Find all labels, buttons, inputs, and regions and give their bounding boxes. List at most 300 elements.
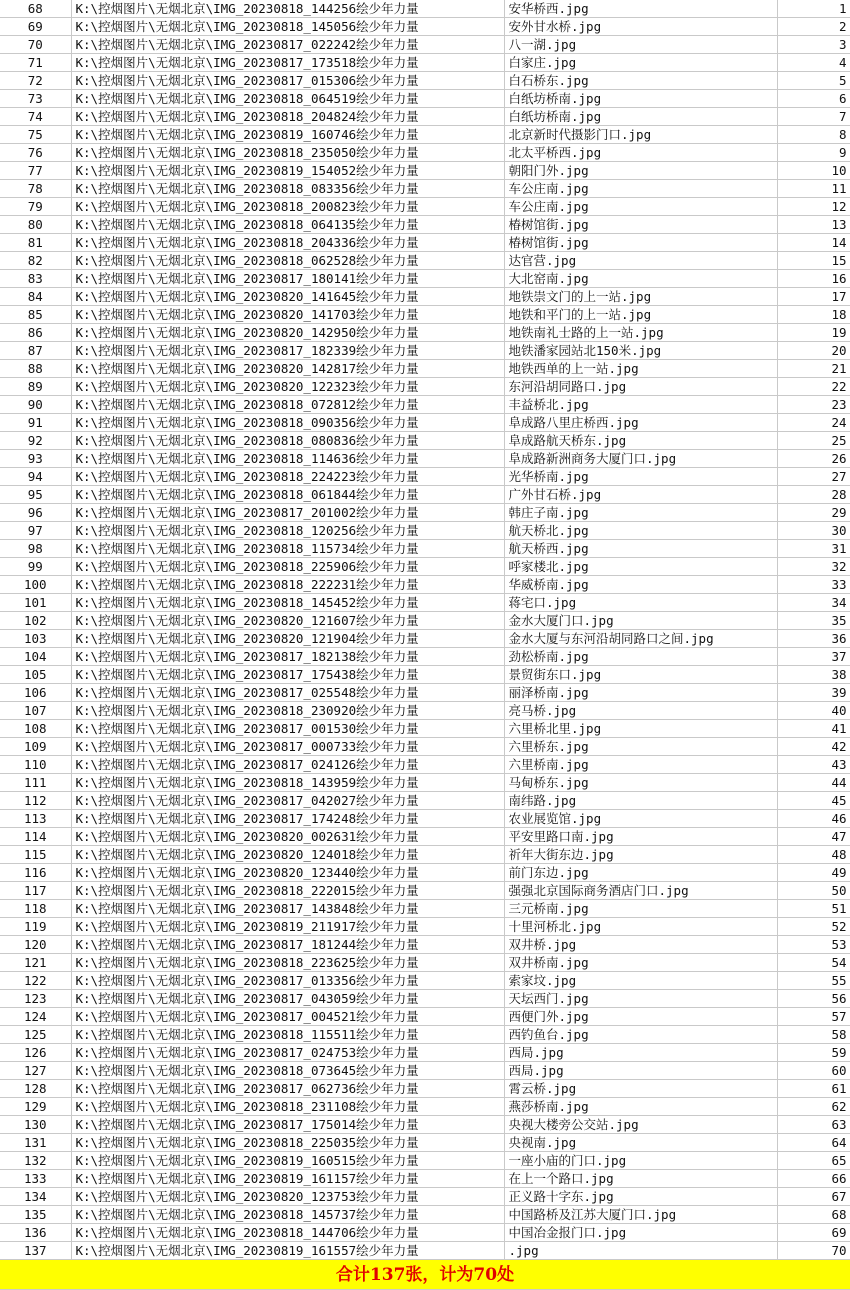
index-cell[interactable]: 56 — [777, 990, 850, 1008]
index-cell[interactable]: 58 — [777, 1026, 850, 1044]
path-cell[interactable]: K:\控烟图片\无烟北京\IMG_20230817_180141绘少年力量 — [71, 270, 504, 288]
filename-cell[interactable]: 北太平桥西.jpg — [504, 144, 777, 162]
path-cell[interactable]: K:\控烟图片\无烟北京\IMG_20230818_222015绘少年力量 — [71, 882, 504, 900]
index-cell[interactable]: 63 — [777, 1116, 850, 1134]
filename-cell[interactable]: 地铁西单的上一站.jpg — [504, 360, 777, 378]
row-number-cell[interactable]: 96 — [0, 504, 71, 522]
path-cell[interactable]: K:\控烟图片\无烟北京\IMG_20230818_204336绘少年力量 — [71, 234, 504, 252]
index-cell[interactable]: 55 — [777, 972, 850, 990]
filename-cell[interactable]: 霄云桥.jpg — [504, 1080, 777, 1098]
row-number-cell[interactable]: 72 — [0, 72, 71, 90]
filename-cell[interactable]: 航天桥北.jpg — [504, 522, 777, 540]
index-cell[interactable]: 60 — [777, 1062, 850, 1080]
filename-cell[interactable]: 中国冶金报门口.jpg — [504, 1224, 777, 1242]
table-row — [0, 756, 850, 774]
filename-cell[interactable]: 西局.jpg — [504, 1062, 777, 1080]
row-number-cell[interactable]: 108 — [0, 720, 71, 738]
index-cell[interactable]: 48 — [777, 846, 850, 864]
index-cell[interactable]: 27 — [777, 468, 850, 486]
index-cell[interactable]: 22 — [777, 378, 850, 396]
index-cell[interactable]: 20 — [777, 342, 850, 360]
filename-cell[interactable]: 景贸街东口.jpg — [504, 666, 777, 684]
index-cell[interactable]: 46 — [777, 810, 850, 828]
row-number-cell[interactable]: 125 — [0, 1026, 71, 1044]
filename-cell[interactable]: 丰益桥北.jpg — [504, 396, 777, 414]
path-cell[interactable]: K:\控烟图片\无烟北京\IMG_20230817_174248绘少年力量 — [71, 810, 504, 828]
path-cell[interactable]: K:\控烟图片\无烟北京\IMG_20230819_160746绘少年力量 — [71, 126, 504, 144]
row-number-cell[interactable]: 80 — [0, 216, 71, 234]
row-number-cell[interactable]: 116 — [0, 864, 71, 882]
path-cell[interactable]: K:\控烟图片\无烟北京\IMG_20230817_173518绘少年力量 — [71, 54, 504, 72]
filename-cell[interactable]: 八一湖.jpg — [504, 36, 777, 54]
path-cell[interactable]: K:\控烟图片\无烟北京\IMG_20230820_141645绘少年力量 — [71, 288, 504, 306]
filename-cell[interactable]: 西钓鱼台.jpg — [504, 1026, 777, 1044]
row-number-cell[interactable]: 69 — [0, 18, 71, 36]
filename-cell[interactable]: 农业展览馆.jpg — [504, 810, 777, 828]
filename-cell[interactable]: 一座小庙的门口.jpg — [504, 1152, 777, 1170]
index-cell[interactable]: 53 — [777, 936, 850, 954]
path-cell[interactable]: K:\控烟图片\无烟北京\IMG_20230817_062736绘少年力量 — [71, 1080, 504, 1098]
path-cell[interactable]: K:\控烟图片\无烟北京\IMG_20230819_154052绘少年力量 — [71, 162, 504, 180]
row-number-cell[interactable]: 107 — [0, 702, 71, 720]
index-cell[interactable]: 1 — [777, 0, 850, 18]
row-number-cell[interactable]: 70 — [0, 36, 71, 54]
filename-cell[interactable]: 白纸坊桥南.jpg — [504, 90, 777, 108]
path-cell[interactable]: K:\控烟图片\无烟北京\IMG_20230818_064135绘少年力量 — [71, 216, 504, 234]
filename-cell[interactable]: 车公庄南.jpg — [504, 198, 777, 216]
path-cell[interactable]: K:\控烟图片\无烟北京\IMG_20230818_144706绘少年力量 — [71, 1224, 504, 1242]
path-cell[interactable]: K:\控烟图片\无烟北京\IMG_20230817_175014绘少年力量 — [71, 1116, 504, 1134]
index-cell[interactable]: 14 — [777, 234, 850, 252]
index-cell[interactable]: 54 — [777, 954, 850, 972]
path-cell[interactable]: K:\控烟图片\无烟北京\IMG_20230817_015306绘少年力量 — [71, 72, 504, 90]
index-cell[interactable]: 36 — [777, 630, 850, 648]
row-number-cell[interactable]: 123 — [0, 990, 71, 1008]
path-cell[interactable]: K:\控烟图片\无烟北京\IMG_20230818_225906绘少年力量 — [71, 558, 504, 576]
path-cell[interactable]: K:\控烟图片\无烟北京\IMG_20230818_145056绘少年力量 — [71, 18, 504, 36]
index-cell[interactable]: 23 — [777, 396, 850, 414]
index-cell[interactable]: 40 — [777, 702, 850, 720]
filename-cell[interactable]: 地铁和平门的上一站.jpg — [504, 306, 777, 324]
filename-cell[interactable]: 地铁南礼士路的上一站.jpg — [504, 324, 777, 342]
path-cell[interactable]: K:\控烟图片\无烟北京\IMG_20230820_121904绘少年力量 — [71, 630, 504, 648]
path-cell[interactable]: K:\控烟图片\无烟北京\IMG_20230817_182339绘少年力量 — [71, 342, 504, 360]
index-cell[interactable]: 70 — [777, 1242, 850, 1260]
path-cell[interactable]: K:\控烟图片\无烟北京\IMG_20230817_042027绘少年力量 — [71, 792, 504, 810]
path-cell[interactable]: K:\控烟图片\无烟北京\IMG_20230818_114636绘少年力量 — [71, 450, 504, 468]
path-cell[interactable]: K:\控烟图片\无烟北京\IMG_20230818_120256绘少年力量 — [71, 522, 504, 540]
row-number-cell[interactable]: 81 — [0, 234, 71, 252]
path-cell[interactable]: K:\控烟图片\无烟北京\IMG_20230819_211917绘少年力量 — [71, 918, 504, 936]
index-cell[interactable]: 32 — [777, 558, 850, 576]
row-number-cell[interactable]: 101 — [0, 594, 71, 612]
path-cell[interactable]: K:\控烟图片\无烟北京\IMG_20230817_022242绘少年力量 — [71, 36, 504, 54]
index-cell[interactable]: 34 — [777, 594, 850, 612]
index-cell[interactable]: 49 — [777, 864, 850, 882]
row-number-cell[interactable]: 114 — [0, 828, 71, 846]
row-number-cell[interactable]: 100 — [0, 576, 71, 594]
row-number-cell[interactable]: 117 — [0, 882, 71, 900]
row-number-cell[interactable]: 106 — [0, 684, 71, 702]
filename-cell[interactable]: 朝阳门外.jpg — [504, 162, 777, 180]
row-number-cell[interactable]: 68 — [0, 0, 71, 18]
filename-cell[interactable]: 索家坟.jpg — [504, 972, 777, 990]
path-cell[interactable]: K:\控烟图片\无烟北京\IMG_20230818_115511绘少年力量 — [71, 1026, 504, 1044]
filename-cell[interactable]: 六里桥北里.jpg — [504, 720, 777, 738]
filename-cell[interactable]: 大北窑南.jpg — [504, 270, 777, 288]
filename-cell[interactable]: 央视南.jpg — [504, 1134, 777, 1152]
path-cell[interactable]: K:\控烟图片\无烟北京\IMG_20230818_090356绘少年力量 — [71, 414, 504, 432]
row-number-cell[interactable]: 127 — [0, 1062, 71, 1080]
path-cell[interactable]: K:\控烟图片\无烟北京\IMG_20230818_061844绘少年力量 — [71, 486, 504, 504]
path-cell[interactable]: K:\控烟图片\无烟北京\IMG_20230818_083356绘少年力量 — [71, 180, 504, 198]
table-row — [0, 738, 850, 756]
filename-cell[interactable]: 蒋宅口.jpg — [504, 594, 777, 612]
path-cell[interactable]: K:\控烟图片\无烟北京\IMG_20230820_002631绘少年力量 — [71, 828, 504, 846]
table-row — [0, 36, 850, 54]
filename-cell[interactable]: 广外甘石桥.jpg — [504, 486, 777, 504]
filename-cell[interactable]: 东河沿胡同路口.jpg — [504, 378, 777, 396]
index-cell[interactable]: 66 — [777, 1170, 850, 1188]
filename-cell[interactable]: 劲松桥南.jpg — [504, 648, 777, 666]
filename-cell[interactable]: 强强北京国际商务酒店门口.jpg — [504, 882, 777, 900]
path-cell[interactable]: K:\控烟图片\无烟北京\IMG_20230818_230920绘少年力量 — [71, 702, 504, 720]
filename-cell[interactable]: 南纬路.jpg — [504, 792, 777, 810]
row-number-cell[interactable]: 113 — [0, 810, 71, 828]
filename-cell[interactable]: 燕莎桥南.jpg — [504, 1098, 777, 1116]
filename-cell[interactable]: 前门东边.jpg — [504, 864, 777, 882]
row-number-cell[interactable]: 122 — [0, 972, 71, 990]
index-cell[interactable]: 26 — [777, 450, 850, 468]
row-number-cell[interactable]: 74 — [0, 108, 71, 126]
row-number-cell[interactable]: 78 — [0, 180, 71, 198]
index-cell[interactable]: 10 — [777, 162, 850, 180]
path-cell[interactable]: K:\控烟图片\无烟北京\IMG_20230818_204824绘少年力量 — [71, 108, 504, 126]
row-number-cell[interactable]: 93 — [0, 450, 71, 468]
row-number-cell[interactable]: 102 — [0, 612, 71, 630]
table-row — [0, 882, 850, 900]
table-row — [0, 198, 850, 216]
row-number-cell[interactable]: 82 — [0, 252, 71, 270]
path-cell[interactable]: K:\控烟图片\无烟北京\IMG_20230818_144256绘少年力量 — [71, 0, 504, 18]
index-cell[interactable]: 31 — [777, 540, 850, 558]
filename-cell[interactable]: 北京新时代摄影门口.jpg — [504, 126, 777, 144]
path-cell[interactable]: K:\控烟图片\无烟北京\IMG_20230818_225035绘少年力量 — [71, 1134, 504, 1152]
row-number-cell[interactable]: 85 — [0, 306, 71, 324]
filename-cell[interactable]: 安华桥西.jpg — [504, 0, 777, 18]
index-cell[interactable]: 25 — [777, 432, 850, 450]
filename-cell[interactable]: 金水大厦门口.jpg — [504, 612, 777, 630]
index-cell[interactable]: 12 — [777, 198, 850, 216]
row-number-cell[interactable]: 135 — [0, 1206, 71, 1224]
filename-cell[interactable]: 双井桥南.jpg — [504, 954, 777, 972]
row-number-cell[interactable]: 115 — [0, 846, 71, 864]
index-cell[interactable]: 41 — [777, 720, 850, 738]
row-number-cell[interactable]: 71 — [0, 54, 71, 72]
index-cell[interactable]: 5 — [777, 72, 850, 90]
filename-cell[interactable]: 呼家楼北.jpg — [504, 558, 777, 576]
filename-cell[interactable]: 椿树馆街.jpg — [504, 234, 777, 252]
index-cell[interactable]: 39 — [777, 684, 850, 702]
index-cell[interactable]: 42 — [777, 738, 850, 756]
index-cell[interactable]: 37 — [777, 648, 850, 666]
row-number-cell[interactable]: 126 — [0, 1044, 71, 1062]
table-row — [0, 126, 850, 144]
path-cell[interactable]: K:\控烟图片\无烟北京\IMG_20230818_231108绘少年力量 — [71, 1098, 504, 1116]
index-cell[interactable]: 35 — [777, 612, 850, 630]
path-cell[interactable]: K:\控烟图片\无烟北京\IMG_20230818_073645绘少年力量 — [71, 1062, 504, 1080]
row-number-cell[interactable]: 104 — [0, 648, 71, 666]
row-number-cell[interactable]: 79 — [0, 198, 71, 216]
filename-cell[interactable]: 央视大楼旁公交站.jpg — [504, 1116, 777, 1134]
row-number-cell[interactable]: 97 — [0, 522, 71, 540]
total-cell[interactable]: 合计137张，计为70处 — [0, 1260, 850, 1290]
table-row — [0, 720, 850, 738]
row-number-cell[interactable]: 99 — [0, 558, 71, 576]
index-cell[interactable]: 24 — [777, 414, 850, 432]
row-number-cell[interactable]: 90 — [0, 396, 71, 414]
filename-cell[interactable]: 光华桥南.jpg — [504, 468, 777, 486]
row-number-cell[interactable]: 105 — [0, 666, 71, 684]
row-number-cell[interactable]: 134 — [0, 1188, 71, 1206]
row-number-cell[interactable]: 75 — [0, 126, 71, 144]
path-cell[interactable]: K:\控烟图片\无烟北京\IMG_20230818_235050绘少年力量 — [71, 144, 504, 162]
row-number-cell[interactable]: 128 — [0, 1080, 71, 1098]
row-number-cell[interactable]: 132 — [0, 1152, 71, 1170]
filename-cell[interactable]: 西局.jpg — [504, 1044, 777, 1062]
index-cell[interactable]: 67 — [777, 1188, 850, 1206]
index-cell[interactable]: 43 — [777, 756, 850, 774]
filename-cell[interactable]: 亮马桥.jpg — [504, 702, 777, 720]
index-cell[interactable]: 45 — [777, 792, 850, 810]
index-cell[interactable]: 57 — [777, 1008, 850, 1026]
path-cell[interactable]: K:\控烟图片\无烟北京\IMG_20230818_222231绘少年力量 — [71, 576, 504, 594]
filename-cell[interactable]: 六里桥东.jpg — [504, 738, 777, 756]
row-number-cell[interactable]: 112 — [0, 792, 71, 810]
filename-cell[interactable]: 正义路十字东.jpg — [504, 1188, 777, 1206]
index-cell[interactable]: 64 — [777, 1134, 850, 1152]
path-cell[interactable]: K:\控烟图片\无烟北京\IMG_20230817_201002绘少年力量 — [71, 504, 504, 522]
filename-cell[interactable]: 在上一个路口.jpg — [504, 1170, 777, 1188]
row-number-cell[interactable]: 131 — [0, 1134, 71, 1152]
filename-cell[interactable]: 达官营.jpg — [504, 252, 777, 270]
row-number-cell[interactable]: 111 — [0, 774, 71, 792]
filename-cell[interactable]: 西便门外.jpg — [504, 1008, 777, 1026]
index-cell[interactable]: 38 — [777, 666, 850, 684]
filename-cell[interactable]: 车公庄南.jpg — [504, 180, 777, 198]
path-cell[interactable]: K:\控烟图片\无烟北京\IMG_20230817_181244绘少年力量 — [71, 936, 504, 954]
filename-cell[interactable]: 航天桥西.jpg — [504, 540, 777, 558]
filename-cell[interactable]: 韩庄子南.jpg — [504, 504, 777, 522]
index-cell[interactable]: 9 — [777, 144, 850, 162]
path-cell[interactable]: K:\控烟图片\无烟北京\IMG_20230820_121607绘少年力量 — [71, 612, 504, 630]
table-row — [0, 486, 850, 504]
path-cell[interactable]: K:\控烟图片\无烟北京\IMG_20230817_043059绘少年力量 — [71, 990, 504, 1008]
filename-cell[interactable]: 阜成路八里庄桥西.jpg — [504, 414, 777, 432]
index-cell[interactable]: 50 — [777, 882, 850, 900]
path-cell[interactable]: K:\控烟图片\无烟北京\IMG_20230817_001530绘少年力量 — [71, 720, 504, 738]
path-cell[interactable]: K:\控烟图片\无烟北京\IMG_20230820_123440绘少年力量 — [71, 864, 504, 882]
path-cell[interactable]: K:\控烟图片\无烟北京\IMG_20230820_124018绘少年力量 — [71, 846, 504, 864]
row-number-cell[interactable]: 121 — [0, 954, 71, 972]
row-number-cell[interactable]: 73 — [0, 90, 71, 108]
row-number-cell[interactable]: 83 — [0, 270, 71, 288]
table-row — [0, 648, 850, 666]
filename-cell[interactable]: 双井桥.jpg — [504, 936, 777, 954]
path-cell[interactable]: K:\控烟图片\无烟北京\IMG_20230820_142950绘少年力量 — [71, 324, 504, 342]
row-number-cell[interactable]: 124 — [0, 1008, 71, 1026]
table-row — [0, 1134, 850, 1152]
path-cell[interactable]: K:\控烟图片\无烟北京\IMG_20230820_123753绘少年力量 — [71, 1188, 504, 1206]
table-row — [0, 144, 850, 162]
index-cell[interactable]: 65 — [777, 1152, 850, 1170]
index-cell[interactable]: 21 — [777, 360, 850, 378]
path-cell[interactable]: K:\控烟图片\无烟北京\IMG_20230820_141703绘少年力量 — [71, 306, 504, 324]
table-row — [0, 108, 850, 126]
index-cell[interactable]: 30 — [777, 522, 850, 540]
table-row — [0, 1080, 850, 1098]
row-number-cell[interactable]: 84 — [0, 288, 71, 306]
path-cell[interactable]: K:\控烟图片\无烟北京\IMG_20230818_143959绘少年力量 — [71, 774, 504, 792]
path-cell[interactable]: K:\控烟图片\无烟北京\IMG_20230818_145452绘少年力量 — [71, 594, 504, 612]
index-cell[interactable]: 11 — [777, 180, 850, 198]
row-number-cell[interactable]: 86 — [0, 324, 71, 342]
index-cell[interactable]: 13 — [777, 216, 850, 234]
index-cell[interactable]: 16 — [777, 270, 850, 288]
path-cell[interactable]: K:\控烟图片\无烟北京\IMG_20230817_013356绘少年力量 — [71, 972, 504, 990]
index-cell[interactable]: 51 — [777, 900, 850, 918]
row-number-cell[interactable]: 98 — [0, 540, 71, 558]
row-number-cell[interactable]: 103 — [0, 630, 71, 648]
filename-cell[interactable]: 金水大厦与东河沿胡同路口之间.jpg — [504, 630, 777, 648]
path-cell[interactable]: K:\控烟图片\无烟北京\IMG_20230818_115734绘少年力量 — [71, 540, 504, 558]
row-number-cell[interactable]: 109 — [0, 738, 71, 756]
filename-cell[interactable]: 阜成路新洲商务大厦门口.jpg — [504, 450, 777, 468]
path-cell[interactable]: K:\控烟图片\无烟北京\IMG_20230817_004521绘少年力量 — [71, 1008, 504, 1026]
row-number-cell[interactable]: 120 — [0, 936, 71, 954]
index-cell[interactable]: 4 — [777, 54, 850, 72]
index-cell[interactable]: 3 — [777, 36, 850, 54]
filename-cell[interactable]: 椿树馆街.jpg — [504, 216, 777, 234]
row-number-cell[interactable]: 118 — [0, 900, 71, 918]
path-cell[interactable]: K:\控烟图片\无烟北京\IMG_20230818_223625绘少年力量 — [71, 954, 504, 972]
filename-cell[interactable]: 十里河桥北.jpg — [504, 918, 777, 936]
filename-cell[interactable]: 六里桥南.jpg — [504, 756, 777, 774]
index-cell[interactable]: 17 — [777, 288, 850, 306]
filename-cell[interactable]: .jpg — [504, 1242, 777, 1260]
path-cell[interactable]: K:\控烟图片\无烟北京\IMG_20230817_024753绘少年力量 — [71, 1044, 504, 1062]
path-cell[interactable]: K:\控烟图片\无烟北京\IMG_20230817_000733绘少年力量 — [71, 738, 504, 756]
path-cell[interactable]: K:\控烟图片\无烟北京\IMG_20230818_064519绘少年力量 — [71, 90, 504, 108]
index-cell[interactable]: 59 — [777, 1044, 850, 1062]
index-cell[interactable]: 69 — [777, 1224, 850, 1242]
index-cell[interactable]: 7 — [777, 108, 850, 126]
path-cell[interactable]: K:\控烟图片\无烟北京\IMG_20230819_160515绘少年力量 — [71, 1152, 504, 1170]
path-cell[interactable]: K:\控烟图片\无烟北京\IMG_20230818_072812绘少年力量 — [71, 396, 504, 414]
row-number-cell[interactable]: 91 — [0, 414, 71, 432]
index-cell[interactable]: 28 — [777, 486, 850, 504]
filename-cell[interactable]: 地铁潘家园站北150米.jpg — [504, 342, 777, 360]
row-number-cell[interactable]: 77 — [0, 162, 71, 180]
path-cell[interactable]: K:\控烟图片\无烟北京\IMG_20230818_080836绘少年力量 — [71, 432, 504, 450]
path-cell[interactable]: K:\控烟图片\无烟北京\IMG_20230820_122323绘少年力量 — [71, 378, 504, 396]
index-cell[interactable]: 6 — [777, 90, 850, 108]
path-cell[interactable]: K:\控烟图片\无烟北京\IMG_20230819_161557绘少年力量 — [71, 1242, 504, 1260]
index-cell[interactable]: 68 — [777, 1206, 850, 1224]
row-number-cell[interactable]: 136 — [0, 1224, 71, 1242]
index-cell[interactable]: 2 — [777, 18, 850, 36]
filename-cell[interactable]: 天坛西门.jpg — [504, 990, 777, 1008]
path-cell[interactable]: K:\控烟图片\无烟北京\IMG_20230818_145737绘少年力量 — [71, 1206, 504, 1224]
path-cell[interactable]: K:\控烟图片\无烟北京\IMG_20230817_025548绘少年力量 — [71, 684, 504, 702]
path-cell[interactable]: K:\控烟图片\无烟北京\IMG_20230818_062528绘少年力量 — [71, 252, 504, 270]
path-cell[interactable]: K:\控烟图片\无烟北京\IMG_20230817_024126绘少年力量 — [71, 756, 504, 774]
path-cell[interactable]: K:\控烟图片\无烟北京\IMG_20230818_200823绘少年力量 — [71, 198, 504, 216]
row-number-cell[interactable]: 130 — [0, 1116, 71, 1134]
path-cell[interactable]: K:\控烟图片\无烟北京\IMG_20230817_182138绘少年力量 — [71, 648, 504, 666]
row-number-cell[interactable]: 88 — [0, 360, 71, 378]
index-cell[interactable]: 52 — [777, 918, 850, 936]
index-cell[interactable]: 62 — [777, 1098, 850, 1116]
row-number-cell[interactable]: 110 — [0, 756, 71, 774]
filename-cell[interactable]: 三元桥南.jpg — [504, 900, 777, 918]
table-row — [0, 162, 850, 180]
table-row — [0, 324, 850, 342]
row-number-cell[interactable]: 133 — [0, 1170, 71, 1188]
filename-cell[interactable]: 华威桥南.jpg — [504, 576, 777, 594]
filename-cell[interactable]: 白石桥东.jpg — [504, 72, 777, 90]
table-row — [0, 540, 850, 558]
table-row — [0, 342, 850, 360]
row-number-cell[interactable]: 137 — [0, 1242, 71, 1260]
row-number-cell[interactable]: 95 — [0, 486, 71, 504]
filename-cell[interactable]: 平安里路口南.jpg — [504, 828, 777, 846]
index-cell[interactable]: 33 — [777, 576, 850, 594]
index-cell[interactable]: 44 — [777, 774, 850, 792]
index-cell[interactable]: 18 — [777, 306, 850, 324]
index-cell[interactable]: 61 — [777, 1080, 850, 1098]
filename-cell[interactable]: 白家庄.jpg — [504, 54, 777, 72]
table-row — [0, 504, 850, 522]
row-number-cell[interactable]: 92 — [0, 432, 71, 450]
row-number-cell[interactable]: 94 — [0, 468, 71, 486]
filename-cell[interactable]: 马甸桥东.jpg — [504, 774, 777, 792]
row-number-cell[interactable]: 87 — [0, 342, 71, 360]
row-number-cell[interactable]: 129 — [0, 1098, 71, 1116]
filename-cell[interactable]: 中国路桥及江苏大厦门口.jpg — [504, 1206, 777, 1224]
filename-cell[interactable]: 阜成路航天桥东.jpg — [504, 432, 777, 450]
row-number-cell[interactable]: 119 — [0, 918, 71, 936]
table-row — [0, 468, 850, 486]
path-cell[interactable]: K:\控烟图片\无烟北京\IMG_20230817_143848绘少年力量 — [71, 900, 504, 918]
filename-cell[interactable]: 地铁崇文门的上一站.jpg — [504, 288, 777, 306]
filename-cell[interactable]: 祈年大街东边.jpg — [504, 846, 777, 864]
filename-cell[interactable]: 丽泽桥南.jpg — [504, 684, 777, 702]
index-cell[interactable]: 19 — [777, 324, 850, 342]
filename-cell[interactable]: 安外甘水桥.jpg — [504, 18, 777, 36]
index-cell[interactable]: 15 — [777, 252, 850, 270]
index-cell[interactable]: 47 — [777, 828, 850, 846]
path-cell[interactable]: K:\控烟图片\无烟北京\IMG_20230820_142817绘少年力量 — [71, 360, 504, 378]
row-number-cell[interactable]: 76 — [0, 144, 71, 162]
row-number-cell[interactable]: 89 — [0, 378, 71, 396]
index-cell[interactable]: 8 — [777, 126, 850, 144]
index-cell[interactable]: 29 — [777, 504, 850, 522]
path-cell[interactable]: K:\控烟图片\无烟北京\IMG_20230819_161157绘少年力量 — [71, 1170, 504, 1188]
path-cell[interactable]: K:\控烟图片\无烟北京\IMG_20230817_175438绘少年力量 — [71, 666, 504, 684]
filename-cell[interactable]: 白纸坊桥南.jpg — [504, 108, 777, 126]
path-cell[interactable]: K:\控烟图片\无烟北京\IMG_20230818_224223绘少年力量 — [71, 468, 504, 486]
